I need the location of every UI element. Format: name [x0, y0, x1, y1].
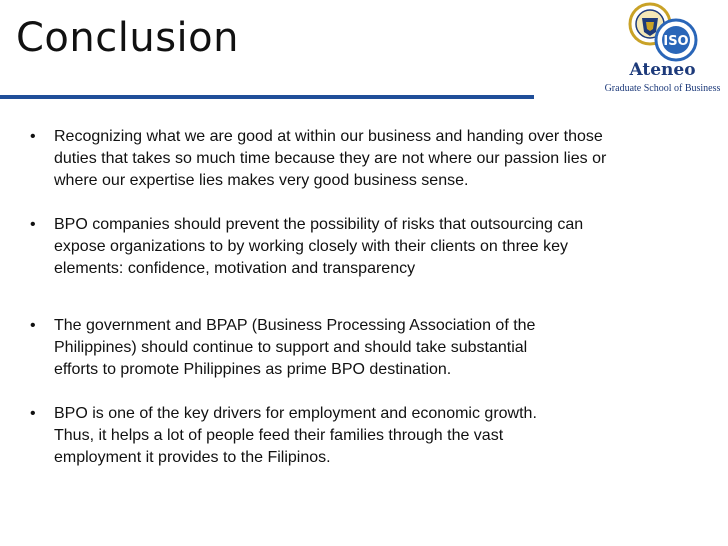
ateneo-logo — [600, 2, 725, 102]
title-underline — [0, 95, 534, 99]
bullet-line: employment it provides to the Filipinos. — [54, 449, 331, 466]
bullet-marker: • — [30, 405, 36, 422]
bullet-list — [30, 126, 710, 469]
bullet-line: expose organizations to by working closely with their clients on three key — [54, 238, 569, 255]
bullet-line: Philippines) should continue to support and should take substantial — [54, 339, 528, 356]
bullet-line: efforts to promote Philippines as prime BPO destination. — [54, 361, 452, 378]
bullet-line: BPO companies should prevent the possibility of risks that outsourcing can — [54, 216, 584, 233]
bullet-marker: • — [30, 128, 36, 145]
seal-iso-text: ISO — [663, 34, 689, 49]
logo-seals — [626, 2, 700, 64]
bullet-line: elements: confidence, motivation and transparency — [54, 260, 416, 277]
bullet-item — [30, 315, 710, 381]
bullet-line: Thus, it helps a lot of people feed their families through the vast — [54, 427, 504, 444]
bullet-line: Recognizing what we are good at within our business and handing over those — [54, 128, 603, 145]
logo-name: Ateneo — [629, 60, 696, 80]
bullet-line: where our expertise lies makes very good business sense. — [54, 172, 469, 189]
bullet-line: duties that takes so much time because they are not where our passion lies or — [54, 150, 607, 167]
bullet-marker: • — [30, 216, 36, 233]
seal-emblem-icon — [626, 2, 700, 64]
slide-title: Conclusion — [16, 15, 239, 61]
bullet-line: BPO is one of the key drivers for employment and economic growth. — [54, 405, 537, 422]
bullet-marker: • — [30, 317, 36, 334]
logo-subtitle: Graduate School of Business — [604, 83, 721, 94]
bullet-item — [30, 126, 710, 192]
bullet-item — [30, 403, 710, 469]
bullet-line: The government and BPAP (Business Processing Association of the — [54, 317, 536, 334]
bullet-item — [30, 214, 710, 280]
